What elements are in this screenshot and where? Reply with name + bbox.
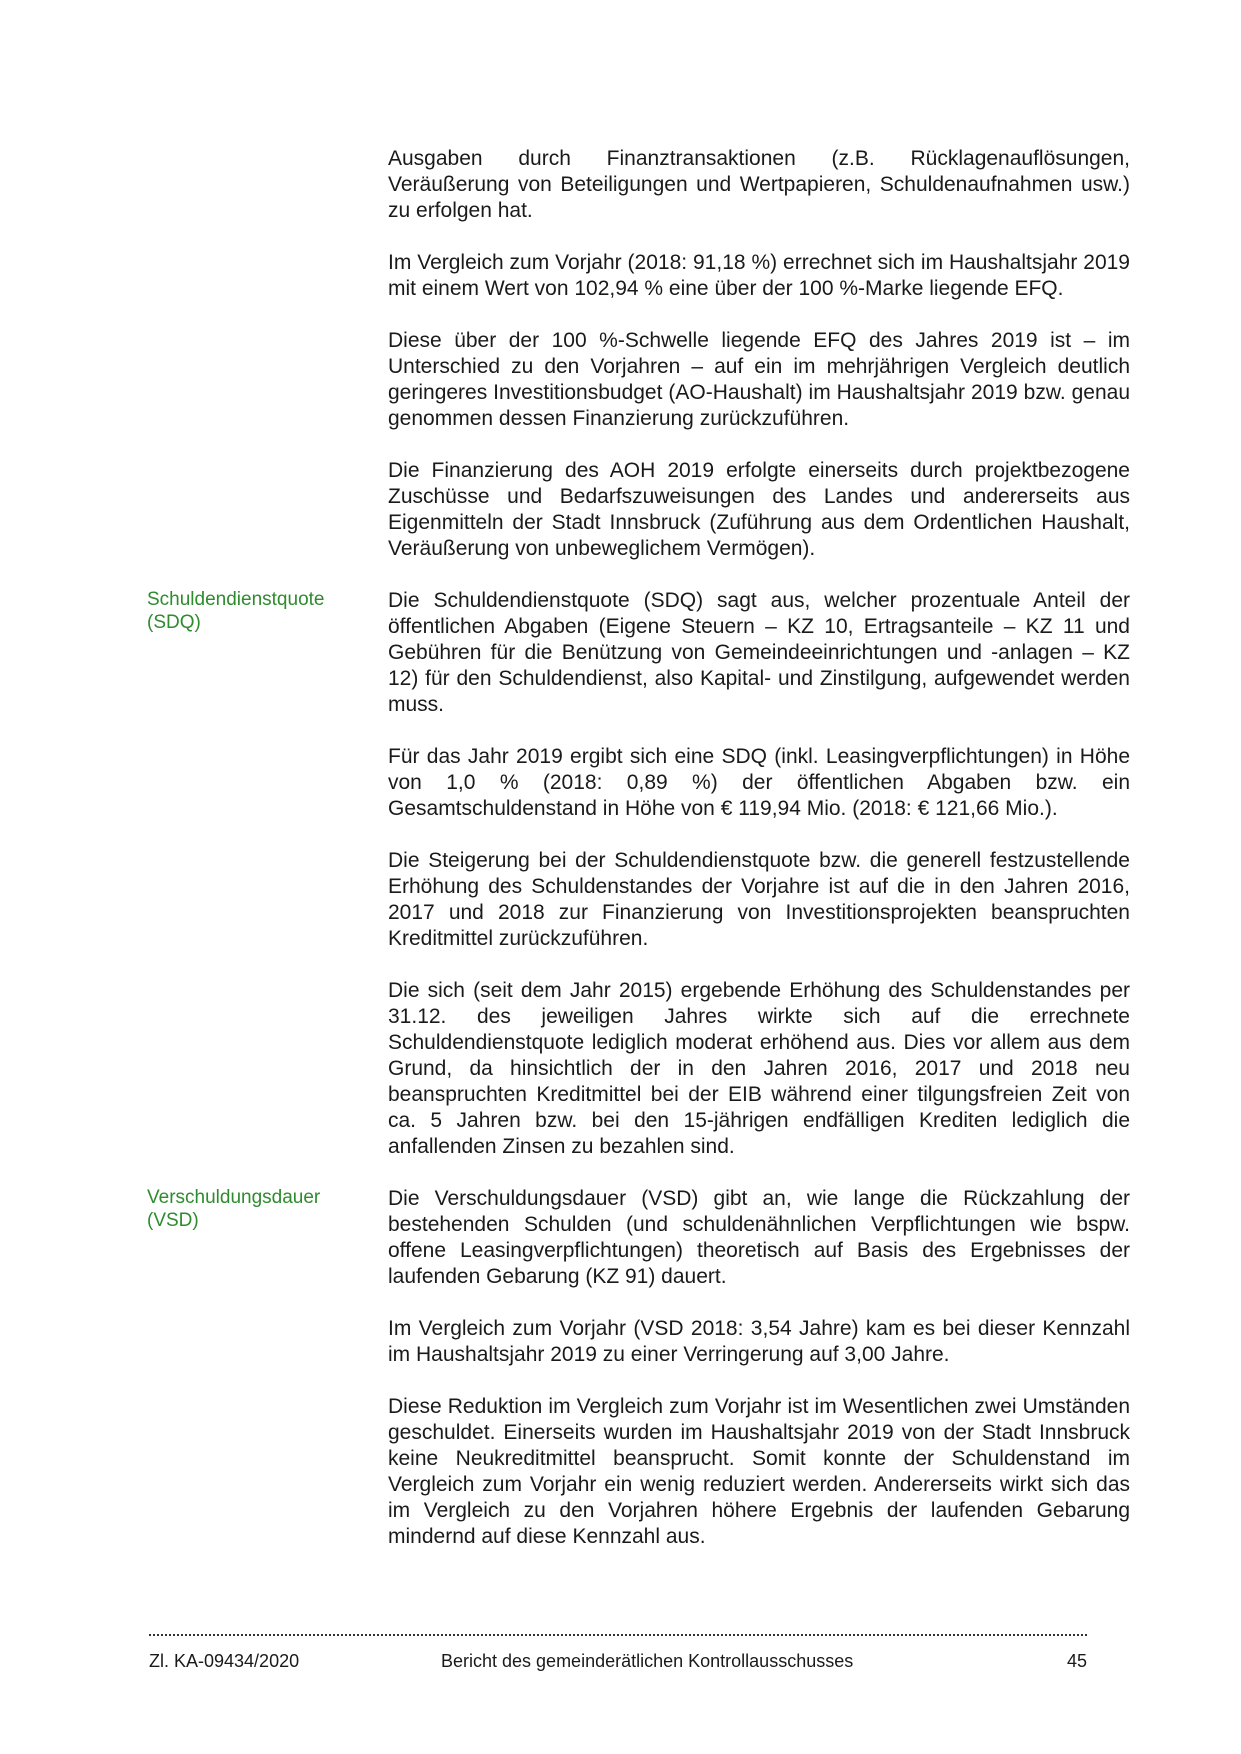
vsd-heading-line1: Verschuldungsdauer (147, 1187, 321, 1208)
sdq-paragraph: Für das Jahr 2019 ergibt sich eine SDQ (inkl. Leasingverpflichtungen) in Höhe von 1,0 % (2018: 0,89 %) der öffentlichen Abgaben bzw. ein Gesamtschuldenstand in Höhe von € 119,94 Mio. (2018: € 121,66 Mio.). (388, 745, 1130, 820)
sdq-heading-line1: Schuldendienstquote (147, 589, 325, 610)
sdq-heading-line2: (SDQ) (147, 612, 201, 633)
intro-paragraph: Ausgaben durch Finanztransaktionen (z.B. Rücklagenauflösungen, Veräußerung von Beteiligungen und Wertpapieren, Schuldenaufnahmen usw.) zu erfolgen hat. (388, 147, 1130, 222)
sdq-section (147, 588, 1130, 1160)
sdq-paragraph: Die sich (seit dem Jahr 2015) ergebende Erhöhung des Schuldenstandes per 31.12. des jeweiligen Jahres wirkte sich auf die errechnete Schuldendienstquote lediglich moderat erhöhend aus. Dies vor allem aus dem Grund, da hinsichtlich der in den Jahren 2016, 2017 und 2018 neu beanspruchten Kreditmittel bei der EIB während einer tilgungsfreien Zeit von ca. 5 Jahren bzw. bei den 15-jährigen endfälligen Krediten lediglich die anfallenden Zinsen zu bezahlen sind. (388, 979, 1130, 1158)
footer-page-number: 45 (1066, 1651, 1087, 1671)
footer-title: Bericht des gemeinderätlichen Kontrollausschusses (441, 1651, 854, 1671)
vsd-side-heading (147, 1186, 367, 1232)
intro-paragraph: Im Vergleich zum Vorjahr (2018: 91,18 %) errechnet sich im Haushaltsjahr 2019 mit einem Wert von 102,94 % eine über der 100 %-Marke liegende EFQ. (388, 251, 1130, 300)
vsd-section (147, 1186, 1130, 1550)
sdq-side-heading (147, 588, 367, 634)
intro-paragraph: Die Finanzierung des AOH 2019 erfolgte einerseits durch projektbezogene Zuschüsse und Bedarfszuweisungen des Landes und andererseits aus Eigenmitteln der Stadt Innsbruck (Zuführung aus dem Ordentlichen Haushalt, Veräußerung von unbeweglichem Vermögen). (388, 459, 1130, 560)
vsd-paragraph: Diese Reduktion im Vergleich zum Vorjahr ist im Wesentlichen zwei Umständen geschuldet. Einerseits wurden im Haushaltsjahr 2019 von der Stadt Innsbruck keine Neukreditmittel beansprucht. Somit konnte der Schuldenstand im Vergleich zum Vorjahr ein wenig reduziert werden. Andererseits wirkt sich das im Vergleich zu den Vorjahren höhere Ergebnis der laufenden Gebarung mindernd auf diese Kennzahl aus. (388, 1395, 1130, 1548)
sdq-paragraph: Die Steigerung bei der Schuldendienstquote bzw. die generell festzustellende Erhöhung des Schuldenstandes der Vorjahre ist auf die in den Jahren 2016, 2017 und 2018 zur Finanzierung von Investitionsprojekten beanspruchten Kreditmittel zurückzuführen. (388, 849, 1130, 950)
vsd-paragraph: Die Verschuldungsdauer (VSD) gibt an, wie lange die Rückzahlung der bestehenden Schulden (und schuldenähnlichen Verpflichtungen wie bspw. offene Leasingverpflichtungen) theoretisch auf Basis des Ergebnisses der laufenden Gebarung (KZ 91) dauert. (388, 1187, 1130, 1288)
main-text-column (147, 146, 1130, 1576)
intro-paragraph: Diese über der 100 %-Schwelle liegende EFQ des Jahres 2019 ist – im Unterschied zu den Vorjahren – auf ein im mehrjährigen Vergleich deutlich geringeres Investitionsbudget (AO-Haushalt) im Haushaltsjahr 2019 bzw. genau genommen dessen Finanzierung zurückzuführen. (388, 329, 1130, 430)
sdq-paragraph: Die Schuldendienstquote (SDQ) sagt aus, welcher prozentuale Anteil der öffentlichen Abgaben (Eigene Steuern – KZ 10, Ertragsanteile – KZ 11 und Gebühren für die Benützung von Gemeindeeinrichtungen und -anlagen – KZ 12) für den Schuldendienst, also Kapital- und Zinstilgung, aufgewendet werden muss. (388, 589, 1130, 716)
vsd-heading-line2: (VSD) (147, 1210, 199, 1231)
footer-reference: Zl. KA-09434/2020 (149, 1651, 300, 1671)
footer-divider (149, 1634, 1087, 1636)
vsd-paragraph: Im Vergleich zum Vorjahr (VSD 2018: 3,54 Jahre) kam es bei dieser Kennzahl im Haushaltsjahr 2019 zu einer Verringerung auf 3,00 Jahre. (388, 1317, 1130, 1366)
